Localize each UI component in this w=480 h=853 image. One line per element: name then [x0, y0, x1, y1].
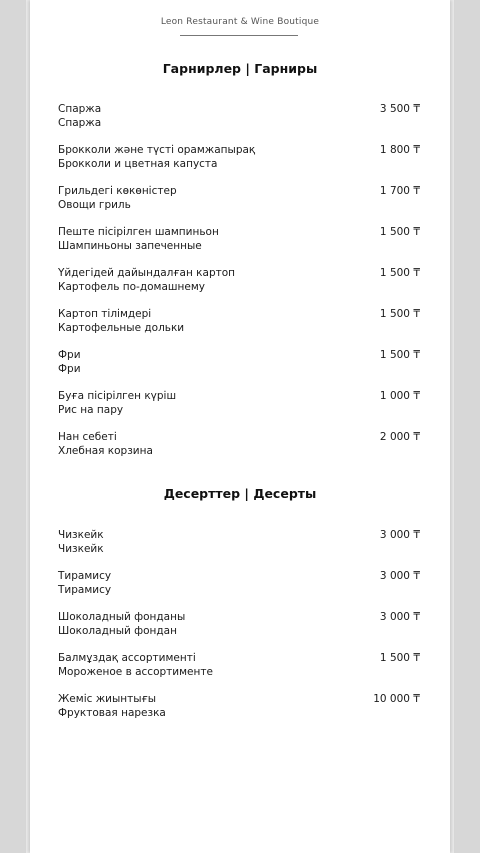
menu-item [58, 307, 420, 348]
item-price: 1 500 ₸ [379, 226, 420, 238]
menu-item [58, 143, 420, 184]
item-price: 3 000 ₸ [379, 611, 420, 623]
menu-item [58, 569, 420, 610]
item-name-ru: Мороженое в ассортименте [58, 666, 213, 678]
item-price: 1 500 ₸ [379, 267, 420, 279]
garnishes-list [58, 102, 420, 471]
section-title-desserts: Десерттер | Десерты [163, 486, 317, 501]
item-name-ru: Хлебная корзина [58, 445, 153, 457]
menu-item [58, 692, 420, 733]
item-price: 3 000 ₸ [379, 529, 420, 541]
item-name-kz: Балмұздақ ассортименті [58, 652, 196, 664]
menu-item [58, 610, 420, 651]
item-name-kz: Спаржа [58, 103, 102, 115]
item-name-kz: Шоколадный фонданы [58, 611, 186, 623]
item-name-ru: Фруктовая нарезка [58, 707, 166, 719]
item-name-kz: Картоп тілімдері [58, 308, 152, 320]
item-price: 1 000 ₸ [379, 390, 420, 402]
menu-item [58, 266, 420, 307]
item-price: 1 700 ₸ [379, 185, 420, 197]
item-name-ru: Спаржа [58, 117, 102, 129]
page-edge-right [454, 0, 480, 853]
item-name-ru: Тирамису [58, 584, 112, 596]
page-edge-left [0, 0, 26, 853]
item-name-ru: Шоколадный фондан [58, 625, 177, 637]
menu-item [58, 184, 420, 225]
item-name-kz: Тирамису [58, 570, 112, 582]
item-price: 1 800 ₸ [379, 144, 420, 156]
section-title-garnishes: Гарнирлер | Гарниры [162, 61, 318, 76]
item-name-kz: Брокколи және түсті орамжапырақ [58, 144, 256, 156]
item-name-kz: Грильдегі көкөністер [58, 185, 177, 197]
menu-item [58, 651, 420, 692]
item-price: 3 000 ₸ [379, 570, 420, 582]
item-price: 1 500 ₸ [379, 308, 420, 320]
item-name-ru: Картофель по-домашнему [58, 281, 205, 293]
menu-item [58, 102, 420, 143]
item-name-kz: Буға пісірілген күріш [58, 390, 177, 402]
item-name-kz: Үйдегідей дайындалған картоп [58, 267, 236, 279]
restaurant-name: Leon Restaurant & Wine Boutique [160, 17, 320, 27]
item-name-kz: Фри [58, 349, 81, 361]
item-name-kz: Нан себеті [58, 431, 117, 443]
menu-item [58, 389, 420, 430]
menu-item [58, 430, 420, 471]
menu-item [58, 348, 420, 389]
desserts-list [58, 528, 420, 733]
menu-item [58, 225, 420, 266]
item-name-kz: Чизкейк [58, 529, 104, 541]
item-name-ru: Фри [58, 363, 81, 375]
brand-divider [180, 35, 298, 36]
item-name-ru: Чизкейк [58, 543, 104, 555]
item-price: 3 500 ₸ [379, 103, 420, 115]
item-name-kz: Пеште пісірілген шампиньон [58, 226, 219, 238]
menu-item [58, 528, 420, 569]
item-name-kz: Жеміс жиынтығы [58, 693, 157, 705]
item-name-ru: Рис на пару [58, 404, 124, 416]
item-price: 2 000 ₸ [379, 431, 420, 443]
item-name-ru: Картофельные дольки [58, 322, 185, 334]
item-price: 1 500 ₸ [379, 652, 420, 664]
menu-page [30, 0, 450, 853]
item-price: 10 000 ₸ [373, 693, 420, 705]
item-name-ru: Шампиньоны запеченные [58, 240, 202, 252]
item-price: 1 500 ₸ [379, 349, 420, 361]
item-name-ru: Брокколи и цветная капуста [58, 158, 218, 170]
item-name-ru: Овощи гриль [58, 199, 131, 211]
